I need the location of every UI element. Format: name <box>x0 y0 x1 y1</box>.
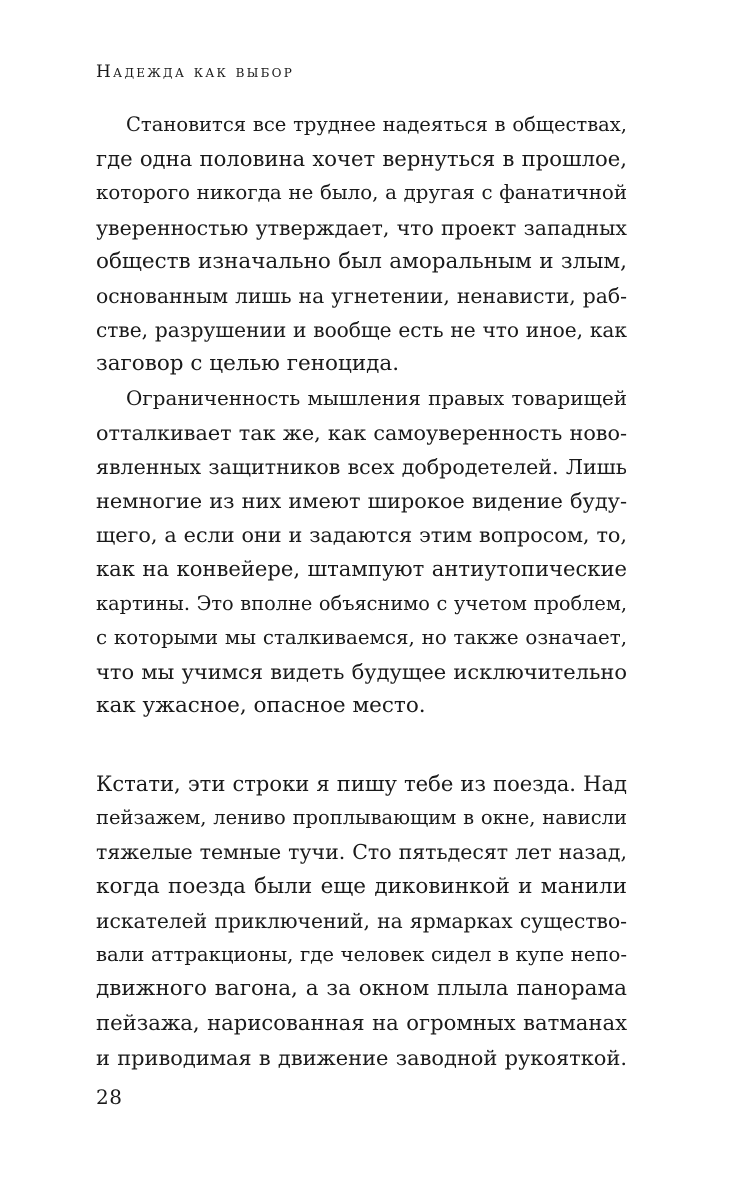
text-line: когда поезда были еще диковинкой и манили <box>96 873 627 899</box>
text-line: пейзажем, лениво проплывающим в окне, нависли <box>96 806 627 830</box>
text-line: обществ изначально был аморальным и злым, <box>96 248 627 274</box>
text-line: уверенностью утверждает, что проект западных <box>96 215 627 240</box>
text-line: пейзажа, нарисованная на огромных ватманах <box>96 1010 627 1036</box>
paragraph-3 <box>96 767 627 1075</box>
text-section-2 <box>96 767 627 1075</box>
paragraph-2 <box>96 382 627 724</box>
text-line: Становится все труднее надеяться в обществах, <box>126 113 627 136</box>
text-line: с которыми мы сталкиваемся, но также означает, <box>96 625 627 649</box>
paragraph-1 <box>96 108 627 382</box>
text-line: Кстати, эти строки я пишу тебе из поезда. Над <box>96 771 627 796</box>
text-line: как на конвейере, штампуют антиутопические <box>96 556 627 582</box>
text-line: Ограниченность мышления правых товарищей <box>126 386 627 410</box>
text-line: искателей приключений, на ярмарках существо- <box>96 908 627 933</box>
text-line: отталкивает так же, как самоуверенность ново- <box>96 420 627 445</box>
text-line: немногие из них имеют широкое видение буду- <box>96 489 627 514</box>
page-number: 28 <box>96 1085 123 1109</box>
text-line: стве, разрушении и вообще есть не что иное, как <box>96 318 627 343</box>
running-head: Надежда как выбор <box>96 62 294 82</box>
text-line: основанным лишь на угнетении, ненависти, раб- <box>96 283 627 308</box>
text-line: тяжелые темные тучи. Сто пятьдесят лет назад, <box>96 840 627 865</box>
text-line: как ужасное, опасное место. <box>96 693 426 719</box>
text-line: и приводимая в движение заводной рукояткой. <box>96 1045 627 1070</box>
text-line: где одна половина хочет вернуться в прошлое, <box>96 146 627 172</box>
text-line: которого никогда не было, а другая с фанатичной <box>96 181 627 205</box>
text-line: движного вагона, а за окном плыла панорама <box>96 976 627 1002</box>
text-line: щего, а если они и задаются этим вопросом, то, <box>96 523 627 548</box>
text-line: явленных защитников всех добродетелей. Лишь <box>96 454 627 479</box>
text-line: картины. Это вполне объяснимо с учетом проблем, <box>96 591 627 615</box>
text-section-1 <box>96 108 627 723</box>
text-line: заговор с целью геноцида. <box>96 351 400 377</box>
text-line: вали аттракционы, где человек сидел в купе непо- <box>96 942 627 966</box>
text-line: что мы учимся видеть будущее исключительно <box>96 660 627 684</box>
